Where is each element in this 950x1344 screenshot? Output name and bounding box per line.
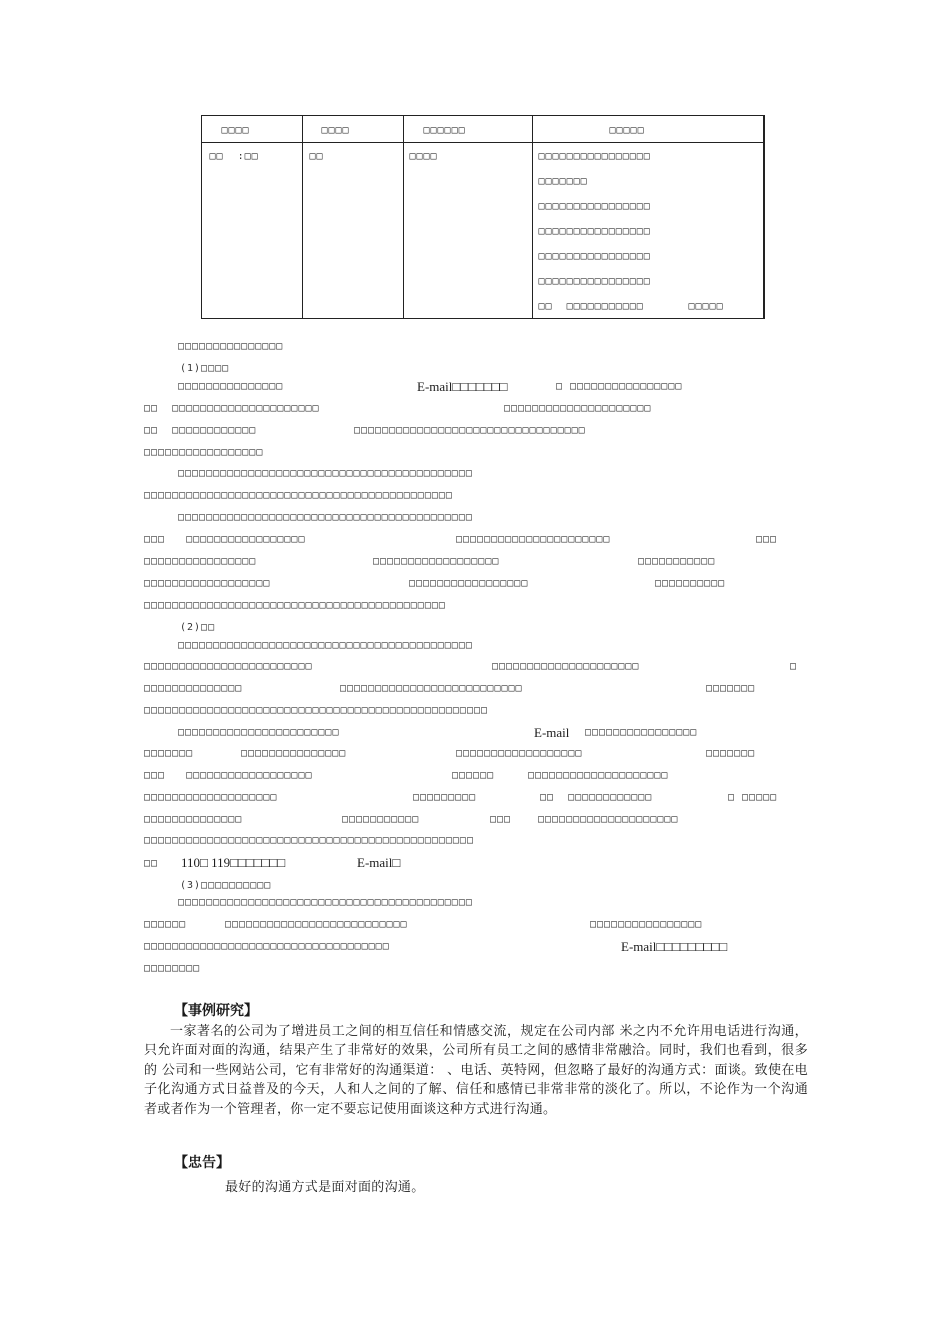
body-line: □□□□□□□□□□□□□□□ <box>241 748 347 759</box>
body-line: □□□□□□□□□□□□□□□ <box>178 381 284 392</box>
section-heading: (2)□□ <box>180 622 216 633</box>
body-line: □□□ <box>490 814 512 825</box>
body-line: □ □□□□□□□□□□□□□□□□ <box>556 381 683 392</box>
body-line: E-mail <box>534 725 570 740</box>
body-line: □□□□□□□□□□□□□□□□□□□□□□□□□□ <box>225 919 408 930</box>
body-line: E-mail□ <box>357 855 401 870</box>
body-line: □□□□□□□□□□□ <box>342 814 420 825</box>
table-header-cell: □□□□ <box>202 116 303 143</box>
body-line: □□□□□□□□□□□□□□□□□□□□□□□□□□ <box>340 683 523 694</box>
body-line: □□□□□□□□□ <box>413 792 477 803</box>
body-line: □□□□□□□□□□□□□□□□□□□□□□□□□□□□□□□□□□□ <box>144 941 390 952</box>
body-line: □□□□□□□□□□□□□□□□□□□□□□□□□□□□□□□□□ <box>354 425 586 436</box>
body-line: □□□□□□□□□□ <box>655 578 726 589</box>
body-line: 110□ 119□□□□□□□ <box>181 855 286 870</box>
body-line: □□□□□□□□□□□□□□□□□□□□□□□□□□□□□□□□□□□□□□□□□□ <box>178 512 473 523</box>
method-table <box>201 115 765 319</box>
body-line: □□□□□□□□□□□□□□□□□□□□□□□□□□□□□□□□□□□□□□□□□□ <box>178 640 473 651</box>
table-header-cell: □□□□□ <box>533 116 765 143</box>
case-study-title: 【事例研究】 <box>174 1003 258 1019</box>
body-line: □□□□□□□□□□□□□□□□□□ <box>456 748 583 759</box>
body-line: □□□□□□□□□□□□□□□□□□□□□□□ <box>178 727 340 738</box>
body-line: □□□□□□□□□□□ <box>638 556 716 567</box>
body-line: □□□□□□□□□□□□□□□□□□□□□□□□□□□□□□□□□□□□□□□□□□ <box>178 468 473 479</box>
body-line: □□□□□□□□□□□□□□□□□□□□□□□□□□□□□□□□□□□□□□□□□□□□□□□□□ <box>144 705 489 716</box>
advice-title: 【忠告】 <box>174 1155 230 1171</box>
body-line: □□□□□□□□□□□□□□□□□□ <box>144 578 271 589</box>
body-line: □□ <box>144 858 159 869</box>
body-line: □□□□□□□□□□□□□□ <box>144 814 243 825</box>
body-line: □□□□□□□□□□□□□□□□□□□ <box>144 792 278 803</box>
body-line: □□□□□□□□□□□□□□□□□□□□□□□□□□□□□□□□□□□□□□□□□□□ <box>144 600 446 611</box>
body-line: □□□□□□□□□□□□□□□□□□□□ <box>528 770 669 781</box>
case-study-text: 一家著名的公司为了增进员工之间的相互信任和情感交流，规定在公司内部 米之内不允许用电话进行沟通，只允许面对面的沟通，结果产生了非常好的效果，公司所有员工之间的感情非常融洽。同时，我们也看到，很多的 公司和一些网站公司，它有非常好的沟通渠道： 、电话、英特网，但忽略了最好的沟通方式：面谈。致使在电子化沟通方式日益普及的今天，人和人之间的了解、信任和感情已非常非常的淡化了。所以，不论作为一个沟通者或者作为一个管理者，你一定不要忘记使用面谈这种方式进行沟通。 <box>144 1024 808 1117</box>
body-line: □□□□□□□□□□□□□□□□□□□□□□□□□□□□□□□□□□□□□□□□□□ <box>178 897 473 908</box>
body-line: □□ □□□□□□□□□□□□ <box>540 792 653 803</box>
advice-text: 最好的沟通方式是面对面的沟通。 <box>225 1180 425 1195</box>
body-line: □□□□□□□□□□□□□□□□□□□□□□□□□□□□□□□□□□□□□□□□□□□□ <box>144 490 453 501</box>
body-line: □ <box>790 661 798 672</box>
table-header-cell: □□□□ <box>303 116 404 143</box>
body-line: E-mail□□□□□□□ <box>417 379 508 394</box>
body-line: □□□□□□□□□□□□□□□□□□□□□□□□□□□□□□□□□□□□□□□□□□□□□□□ <box>144 835 474 846</box>
body-line: □□□□□□□□□□□□□□□□ <box>144 556 257 567</box>
table-cell: □□□□ <box>404 143 533 319</box>
body-line: □□□□□□□□□□□□□□□□□□□□ <box>538 814 679 825</box>
body-line: □□□□□□□□□□□□□□□□□□□□□ <box>492 661 640 672</box>
body-line: □□□□□□□□ <box>144 963 201 974</box>
body-line: □□□□□□□□□□□□□□□□□□□□□ <box>504 403 652 414</box>
body-line: □□□□□□□□□□□□□□□□□ <box>409 578 529 589</box>
body-line: □□□□□□□□□□□□□□ <box>144 683 243 694</box>
body-line: □□□□□□□□□□□□□□□□ <box>585 727 698 738</box>
body-line: □□□□□□□ <box>706 748 756 759</box>
section-heading: (3)□□□□□□□□□□ <box>180 880 272 891</box>
table-cell: □□ <box>303 143 404 319</box>
body-line: □□□ <box>756 534 778 545</box>
body-line: □□ □□□□□□□□□□□□ <box>144 425 257 436</box>
table-header-cell: □□□□□□ <box>404 116 533 143</box>
table-cell: □□ :□□ <box>202 143 303 319</box>
body-line: E-mail□□□□□□□□□ <box>621 939 728 954</box>
body-line: □□□□□□□ <box>706 683 756 694</box>
body-line: □□ □□□□□□□□□□□□□□□□□□□□□ <box>144 403 320 414</box>
body-line: □□□□□□□□□□□□□□□ <box>178 341 284 352</box>
table-cell: □□□□□□□□□□□□□□□□ □□□□□□□ □□□□□□□□□□□□□□□□ □□□□□□□□□□□□□□□□ □□□□□□□□□□□□□□□□ □□□□□□□□□□□□□□□□ □□ □□□□□□□□□□□ □□□□□ <box>533 143 765 319</box>
section-heading: (1)□□□□ <box>180 363 230 374</box>
body-line: □□□□□□□□□□□□□□□□□ <box>144 447 264 458</box>
body-line: □□□ □□□□□□□□□□□□□□□□□ <box>144 534 306 545</box>
body-line: □□□□□□□□□□□□□□□□□□ <box>373 556 500 567</box>
body-line: □□□□□□□ <box>144 748 194 759</box>
body-line: □ □□□□□ <box>728 792 778 803</box>
body-line: □□□□□□□□□□□□□□□□□□□□□□□□ <box>144 661 313 672</box>
body-line: □□□□□□ <box>452 770 495 781</box>
body-line: □□□□□□ <box>144 919 187 930</box>
body-line: □□□ □□□□□□□□□□□□□□□□□□ <box>144 770 313 781</box>
body-line: □□□□□□□□□□□□□□□□ <box>590 919 703 930</box>
body-line: □□□□□□□□□□□□□□□□□□□□□□ <box>456 534 611 545</box>
